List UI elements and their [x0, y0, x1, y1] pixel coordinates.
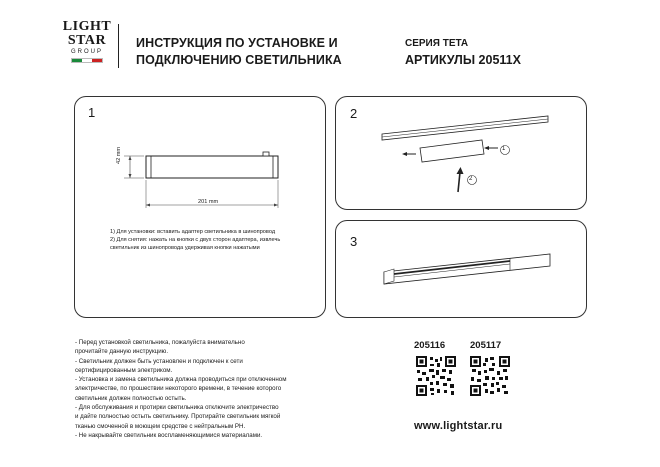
logo-line-2: STAR — [67, 33, 107, 48]
series-info — [405, 35, 521, 69]
note-line-2: 2) Для снятия: нажать на кнопки с двух сторон адаптера, извлечь — [110, 237, 281, 243]
logo-line-3: GROUP — [70, 49, 103, 55]
height-dimension-label: 42 mm — [116, 146, 122, 164]
width-dimension-label: 201 mm — [198, 199, 219, 205]
safety-line: сертифицированным электриком. — [75, 366, 173, 374]
safety-line: светильник должен полностью остыть. — [75, 394, 187, 402]
note-line-3: светильник из шинопровода удерживая кнопки нажатыми — [110, 245, 260, 251]
italy-flag-icon — [71, 58, 103, 63]
safety-line: - Для обслуживания и протирки светильника отключите электричество — [75, 404, 279, 412]
installed-luminaire-drawing — [380, 250, 580, 300]
panel-1-number: 1 — [88, 105, 96, 120]
panel-1-notes — [110, 228, 280, 252]
article-code-205117: 205117 — [470, 340, 502, 351]
luminaire-dimension-drawing — [118, 148, 288, 218]
header-divider — [118, 24, 119, 68]
panel-3-number: 3 — [350, 234, 358, 249]
panel-2-number: 2 — [350, 106, 358, 121]
title-line-2: ПОДКЛЮЧЕНИЮ СВЕТИЛЬНИКА — [136, 53, 342, 67]
safety-line: - Установка и замена светильника должна проводиться при отключенном — [75, 376, 287, 384]
website-url: www.lightstar.ru — [414, 420, 503, 432]
articles-label: АРТИКУЛЫ 20511X — [405, 53, 521, 67]
brand-logo — [58, 20, 116, 82]
article-code-205116: 205116 — [414, 340, 446, 351]
qr-code-icon — [470, 356, 510, 396]
logo-line-1: LIGHT — [62, 19, 112, 34]
note-line-1: 1) Для установки: вставить адаптер светильника в шинопровод — [110, 229, 276, 235]
article-codes — [414, 340, 526, 351]
safety-line: - Не накрывайте светильник воспламеняющимися материалами. — [75, 431, 263, 439]
series-label: СЕРИЯ TETA — [405, 38, 469, 49]
safety-line: - Светильник должен быть установлен и подключен к сети — [75, 357, 243, 365]
safety-line: и дайте полностью остыть светильнику. Протирайте светильник мягкой — [75, 413, 281, 421]
safety-line: электричестве, по прошествии некоторого времени, в течение которого — [75, 385, 282, 393]
mounting-diagram — [380, 110, 580, 200]
safety-line: прочитайте данную инструкцию. — [75, 348, 169, 356]
safety-line: тканью смоченной в моющем средстве с нейтральным PH. — [75, 422, 246, 430]
page-title — [136, 35, 342, 69]
step-2-label: 2 — [469, 176, 473, 182]
safety-line: - Перед установкой светильника, пожалуйста внимательно — [75, 339, 245, 346]
title-line-1: ИНСТРУКЦИЯ ПО УСТАНОВКЕ И — [136, 36, 338, 50]
step-1-label: 1 — [502, 146, 506, 152]
qr-code-icon — [416, 356, 456, 396]
safety-instructions — [75, 338, 287, 440]
